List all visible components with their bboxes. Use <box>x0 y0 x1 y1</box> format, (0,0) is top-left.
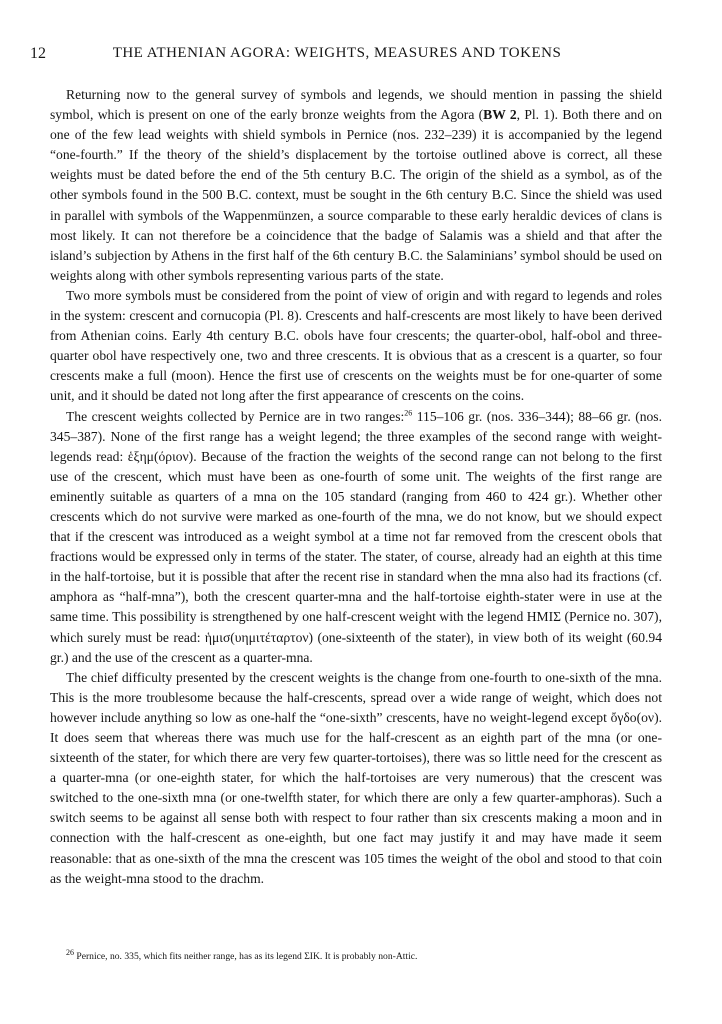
footnote-number: 26 <box>66 947 74 957</box>
catalog-reference: BW 2 <box>483 107 517 123</box>
footnote-reference: 26 <box>404 407 413 417</box>
paragraph-text: Returning now to the general survey of symbols and legends, we should mention in passing the shield symbol, which is present on one of the early bronze weights from the Agora ( <box>50 87 662 123</box>
paragraph-text: 115–106 gr. (nos. 336–344); 88–66 gr. (nos. 345–387). None of the first range has a weight legend; the three examples of the second range with weight-legends read: ἑξημ(όριον). Because of the fraction the weights of the second range can not belong to the first use of the crescent, which must have been as one-fourth of some unit. The weights of the first range are eminently suitable as quarters of a mna on the 105 standard (ranging from 460 to 424 gr.). Whether other crescents which do not survive were marked as one-fourth of the mna, we do not know, but we should expect that if the crescent was introduced as a weight symbol at a time not far removed from the crescent obols that fractions would be expressed only in terms of the stater. The stater, of course, already had an eighth at this time in the half-tortoise, but it is possible that after the recent rise in standard when the mna also had its fractions (cf. amphora as “half-mna”), both the crescent quarter-mna and the half-tortoise eighth-stater were in use at the same time. This possibility is strengthened by one half-crescent weight with the legend HMIΣ (Pernice no. 307), which surely must be read: ἡμισ(υημιτέταρτον) (one-sixteenth of the stater), in view both of its weight (60.94 gr.) and the use of the crescent as a quarter-mna. <box>50 408 662 665</box>
page-header <box>30 45 586 65</box>
paragraph-text: The chief difficulty presented by the crescent weights is the change from one-fourth to one-sixth of the mna. This is the more troublesome because the half-crescents, spread over a wide range of weight, which does not however include anything so low as one-half the “one-sixth” crescents, have no weight-legend except ὄγδο(ον). It does seem that whereas there was much use for the half-crescent as an eighth part of the mna (or one-sixteenth of the stater, for which there are very few quarter-tortoises), there was so little need for the crescent as a quarter-mna (or one-eighth stater, for which the half-tortoises are very numerous) that the crescent was switched to the one-sixth mna (or one-twelfth stater, for which there are only a few quarter-amphoras). Such a switch seems to be against all sense both with respect to four rather than six crescents making a moon and in connection with the half-crescent as one-eighth, but one fact may justify it and may have made it seem reasonable: that as one-sixth of the mna the crescent was 105 times the weight of the obol and stood to that coin as the weight-mna stood to the drachm. <box>50 669 662 886</box>
page-number: 12 <box>30 45 46 62</box>
paragraph-crescent-weights <box>50 407 662 668</box>
running-title: THE ATHENIAN AGORA: WEIGHTS, MEASURES AND TOKENS <box>112 45 562 61</box>
footnote-text: Pernice, no. 335, which fits neither range, has as its legend ΣIK. It is probably non-Attic. <box>74 951 418 962</box>
paragraph-text: The crescent weights collected by Pernice are in two ranges: <box>66 408 405 424</box>
paragraph-text: Two more symbols must be considered from the point of view of origin and with regard to legends and roles in the system: crescent and cornucopia (Pl. 8). Crescents and half-crescents are most likely to have been derived from Athenian coins. Early 4th century B.C. obols have four crescents; the quarter-obol, half-obol and three-quarter obol have respectively one, two and three crescents. It is obvious that as a crescent is a quarter, so four crescents make a full (moon). Hence the first use of crescents on the weights must be for one-quarter of some unit, and it should be dated not long after the first appearance of crescents on the coins. <box>50 287 662 404</box>
paragraph-text: , Pl. 1). Both there and on one of the few lead weights with shield symbols in Pernice (nos. 232–239) it is accompanied by the legend “one-fourth.” If the theory of the shield’s displacement by the tortoise outlined above is correct, all these weights must be dated before the end of the 5th century B.C. The origin of the shield as a symbol, as of the other symbols found in the 500 B.C. context, must be sought in the 6th century B.C. Since the shield was used in parallel with symbols of the Wappenmünzen, a source comparable to these early heraldic devices of clans is most likely. It can not therefore be a coincidence that the badge of Salamis was a shield and that after the island’s subjection by Athens in the first half of the 6th century B.C. the Salaminians’ symbol should be used on weights along with other symbols representing various parts of the state. <box>50 107 662 283</box>
footnote <box>52 947 664 963</box>
paragraph-shield-symbol <box>50 85 662 286</box>
paragraph-chief-difficulty <box>50 668 662 889</box>
paragraph-crescent-cornucopia <box>50 286 662 407</box>
body-text <box>50 85 662 889</box>
